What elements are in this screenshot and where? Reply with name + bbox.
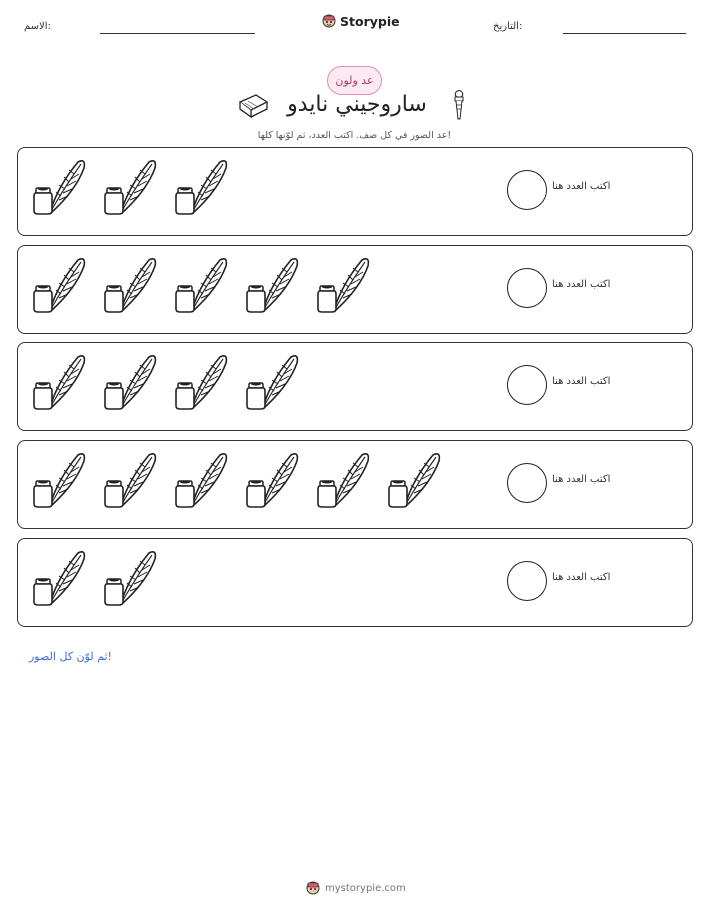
quill-and-inkwell-icon [99,156,157,218]
write-number-label: اكتب العدد هنا [552,376,611,387]
storypie-mascot-icon [322,13,336,29]
quill-and-inkwell-icon [28,547,86,609]
write-number-label: اكتب العدد هنا [552,279,611,290]
counting-row [17,538,693,627]
name-label: الاسم: [24,21,51,32]
write-number-label: اكتب العدد هنا [552,572,611,583]
coloring-note: ثم لوّن كل الصور! [29,650,112,663]
quill-and-inkwell-icon [99,254,157,316]
row-pictures [28,547,157,609]
quill-and-inkwell-icon [99,351,157,413]
row-pictures [28,156,228,218]
name-line[interactable] [100,33,255,34]
activity-badge: عد ولون [327,66,382,95]
book-icon [236,92,270,122]
instructions: عد الصور في كل صف. اكتب العدد، ثم لوّنها كلها! [257,130,452,141]
footer-url: mystorypie.com [325,882,406,894]
counting-row [17,245,693,334]
quill-and-inkwell-icon [28,156,86,218]
date-label: التاريخ: [493,21,523,32]
answer-circle[interactable] [507,561,547,601]
torch-icon [452,90,466,122]
counting-row [17,147,693,236]
quill-and-inkwell-icon [170,449,228,511]
counting-row [17,440,693,529]
brand-logo [322,13,400,29]
date-line[interactable] [563,33,686,34]
quill-and-inkwell-icon [312,449,370,511]
quill-and-inkwell-icon [241,449,299,511]
write-number-label: اكتب العدد هنا [552,181,611,192]
quill-and-inkwell-icon [99,547,157,609]
quill-and-inkwell-icon [241,254,299,316]
quill-and-inkwell-icon [170,351,228,413]
quill-and-inkwell-icon [28,254,86,316]
quill-and-inkwell-icon [241,351,299,413]
footer [306,880,406,896]
row-pictures [28,449,441,511]
quill-and-inkwell-icon [312,254,370,316]
answer-circle[interactable] [507,463,547,503]
row-pictures [28,254,370,316]
answer-circle[interactable] [507,365,547,405]
write-number-label: اكتب العدد هنا [552,474,611,485]
quill-and-inkwell-icon [170,156,228,218]
brand-name: Storypie [340,13,400,29]
quill-and-inkwell-icon [28,449,86,511]
quill-and-inkwell-icon [383,449,441,511]
answer-circle[interactable] [507,170,547,210]
storypie-mascot-icon [306,880,320,896]
quill-and-inkwell-icon [99,449,157,511]
row-pictures [28,351,299,413]
answer-circle[interactable] [507,268,547,308]
quill-and-inkwell-icon [28,351,86,413]
counting-row [17,342,693,431]
page-title: ساروجيني نايدو [287,92,427,117]
quill-and-inkwell-icon [170,254,228,316]
